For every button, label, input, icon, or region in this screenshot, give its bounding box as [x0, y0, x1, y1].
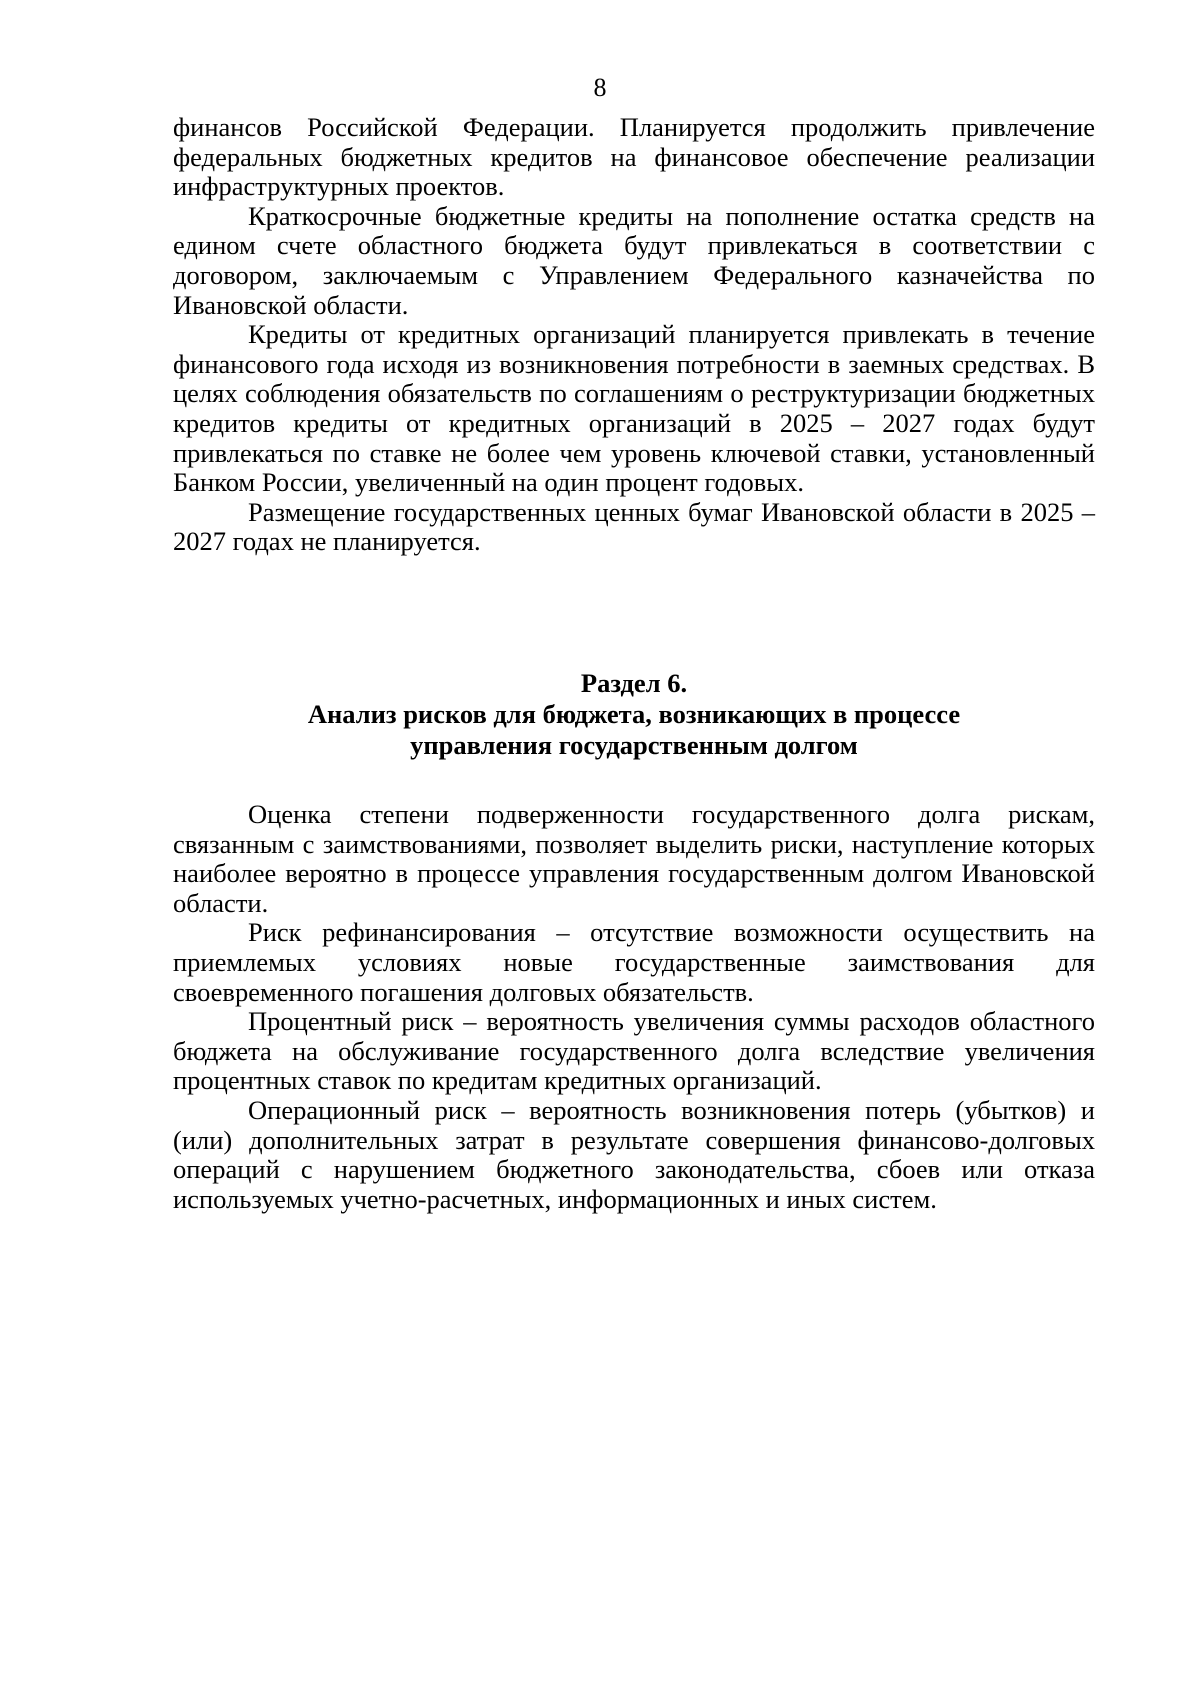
page-number: 8 — [593, 73, 607, 102]
paragraph-short-term-credits: Краткосрочные бюджетные кредиты на пополнение остатка средств на едином счете областного бюджета будут привлекаться в соответствии с договором, заключаемым с Управлением Федерального казначейства по Ивановской области. — [173, 200, 1095, 320]
body-text-top — [173, 113, 1095, 557]
section-number: Раздел 6. — [580, 668, 688, 698]
paragraph-refinancing-risk: Риск рефинансирования – отсутствие возможности осуществить на приемлемых условиях новые государственные заимствования для своевременного погашения долговых обязательств. — [173, 917, 1095, 1007]
section-title-line-2: управления государственным долгом — [410, 730, 858, 760]
section-heading — [173, 668, 1095, 761]
paragraph-risk-assessment: Оценка степени подверженности государственного долга рискам, связанным с заимствованиями, позволяет выделить риски, наступление которых наиболее вероятно в процессе управления государственным долгом Ивановской области. — [173, 799, 1095, 918]
paragraph-interest-risk: Процентный риск – вероятность увеличения суммы расходов областного бюджета на обслуживание государственного долга вследствие увеличения процентных ставок по кредитам кредитных организаций. — [173, 1006, 1095, 1096]
body-text-bottom — [173, 800, 1095, 1214]
paragraph-bank-credits: Кредиты от кредитных организаций планируется привлекать в течение финансового года исходя из возникновения потребности в заемных средствах. В целях соблюдения обязательств по соглашениям о реструктуризации бюджетных кредитов кредиты от кредитных организаций в 2025 – 2027 годах будут привлекаться по ставке не более чем уровень ключевой ставки, установленный Банком России, увеличенный на один процент годовых. — [173, 319, 1095, 498]
paragraph-securities: Размещение государственных ценных бумаг Ивановской области в 2025 – 2027 годах не планируется. — [173, 496, 1095, 557]
paragraph-continuation: финансов Российской Федерации. Планируется продолжить привлечение федеральных бюджетных кредитов на финансовое обеспечение реализации инфраструктурных проектов. — [173, 112, 1095, 202]
paragraph-operational-risk: Операционный риск – вероятность возникновения потерь (убытков) и (или) дополнительных затрат в результате совершения финансово-долговых операций с нарушением бюджетного законодательства, сбоев или отказа используемых учетно-расчетных, информационных и иных систем. — [173, 1094, 1095, 1214]
section-title-line-1: Анализ рисков для бюджета, возникающих в процессе — [307, 699, 961, 729]
